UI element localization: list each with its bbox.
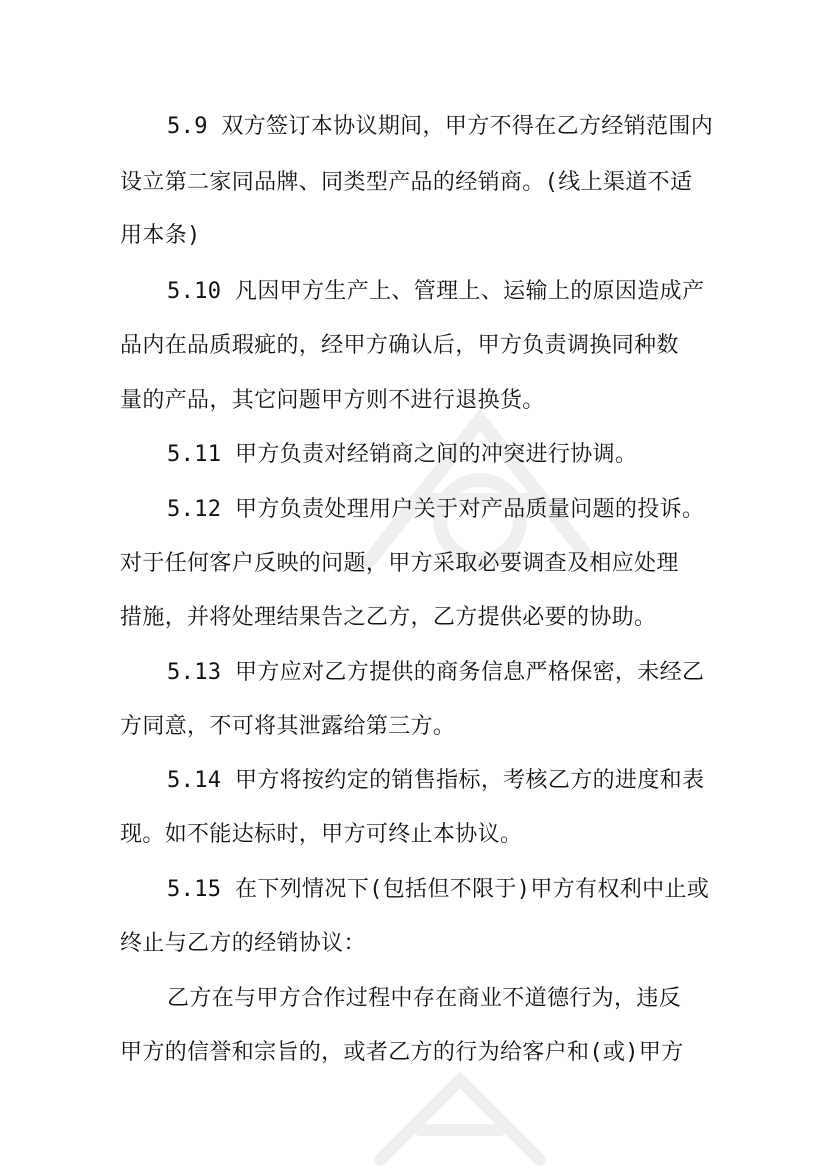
clause-5-13-line-1: 5.13 甲方应对乙方提供的商务信息严格保密，未经乙 <box>167 660 705 685</box>
clause-5-13-line-2: 方同意，不可将其泄露给第三方。 <box>120 714 456 739</box>
clause-5-10-line-1: 5.10 凡因甲方生产上、管理上、运输上的原因造成产 <box>167 279 705 304</box>
clause-5-15-detail-line-1: 乙方在与甲方合作过程中存在商业不道德行为，违反 <box>167 986 682 1011</box>
clause-5-12-line-3: 措施，并将处理结果告之乙方，乙方提供必要的协助。 <box>120 605 657 630</box>
clause-5-15-detail-line-2: 甲方的信誉和宗旨的，或者乙方的行为给客户和(或)甲方 <box>120 1040 684 1065</box>
clause-5-10-line-3: 量的产品，其它问题甲方则不进行退换货。 <box>120 388 545 413</box>
clause-5-15-line-1: 5.15 在下列情况下(包括但不限于)甲方有权利中止或 <box>167 877 710 902</box>
clause-5-12-line-2: 对于任何客户反映的问题，甲方采取必要调查及相应处理 <box>120 551 679 576</box>
clause-5-15-line-2: 终止与乙方的经销协议： <box>120 931 366 956</box>
clause-5-12-line-1: 5.12 甲方负责处理用户关于对产品质量问题的投诉。 <box>167 497 705 522</box>
watermark-bottom-icon <box>360 1060 560 1170</box>
clause-5-11-line-1: 5.11 甲方负责对经销商之间的冲突进行协调。 <box>167 442 638 467</box>
clause-5-9-line-2: 设立第二家同品牌、同类型产品的经销商。(线上渠道不适 <box>120 170 693 195</box>
clause-5-9-line-3: 用本条) <box>120 223 201 248</box>
clause-5-9-line-1: 5.9 双方签订本协议期间，甲方不得在乙方经销范围内 <box>167 114 714 139</box>
clause-5-14-line-2: 现。如不能达标时，甲方可终止本协议。 <box>120 822 523 847</box>
clause-5-14-line-1: 5.14 甲方将按约定的销售指标，考核乙方的进度和表 <box>167 768 705 793</box>
clause-5-10-line-2: 品内在品质瑕疵的，经甲方确认后，甲方负责调换同种数 <box>120 333 679 358</box>
